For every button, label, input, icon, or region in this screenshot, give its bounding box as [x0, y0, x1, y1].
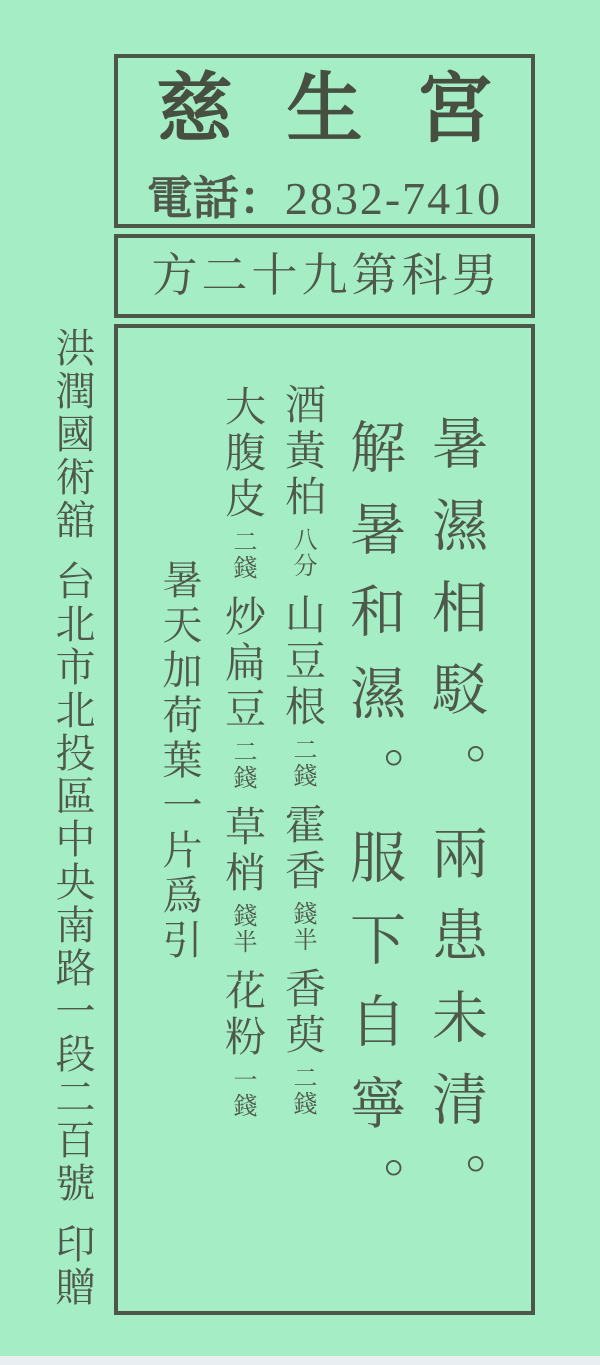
printer-credit-column [50, 327, 95, 1309]
medicine-quantity: 錢半 [289, 901, 315, 953]
medicine-name: 大腹皮 [219, 385, 265, 523]
section-label: 方二十九第科男 [151, 250, 502, 301]
medicine-quantity: 八分 [289, 527, 315, 579]
medicine-quantity: 錢半 [229, 903, 255, 955]
medicine-name: 山豆根 [279, 593, 325, 731]
usage-note-column: 暑天加荷葉一片爲引 [157, 559, 202, 964]
printer-suffix: 印贈 [50, 1223, 95, 1309]
verse-column-right: 暑濕相駁。兩患未清。 [424, 414, 486, 1234]
temple-name [118, 68, 547, 152]
medicine-quantity: 二錢 [289, 737, 315, 789]
temple-header-box [114, 54, 547, 228]
medicine-quantity: 二錢 [229, 739, 255, 791]
scan-edge-strip [0, 1356, 600, 1365]
medicine-quantity: 一錢 [229, 1067, 255, 1119]
medicine-name: 酒黃柏 [279, 383, 325, 521]
verse-column-left: 解暑和濕。服下自寧。 [342, 418, 404, 1238]
temple-name-text: 慈生宮 [156, 68, 547, 152]
section-label-box [114, 234, 535, 318]
phone-line [118, 173, 531, 224]
medicine-name: 香萸 [279, 967, 325, 1059]
medicine-name: 花粉 [219, 969, 265, 1061]
medicine-name: 霍香 [279, 803, 325, 895]
printer-name: 洪潤國術舘 [50, 327, 95, 542]
phone-label: 電話： [146, 173, 285, 224]
medicine-quantity: 二錢 [229, 529, 255, 581]
medicine-quantity: 二錢 [289, 1065, 315, 1117]
phone-number: 2832-7410 [284, 173, 503, 224]
printer-address: 台北市北投區中央南路一段二百號 [50, 560, 95, 1205]
medicine-column-1 [279, 383, 325, 1117]
medicine-column-2 [219, 385, 265, 1119]
medicine-name: 炒扁豆 [219, 595, 265, 733]
prescription-box [114, 324, 535, 1315]
medicine-name: 草梢 [219, 805, 265, 897]
